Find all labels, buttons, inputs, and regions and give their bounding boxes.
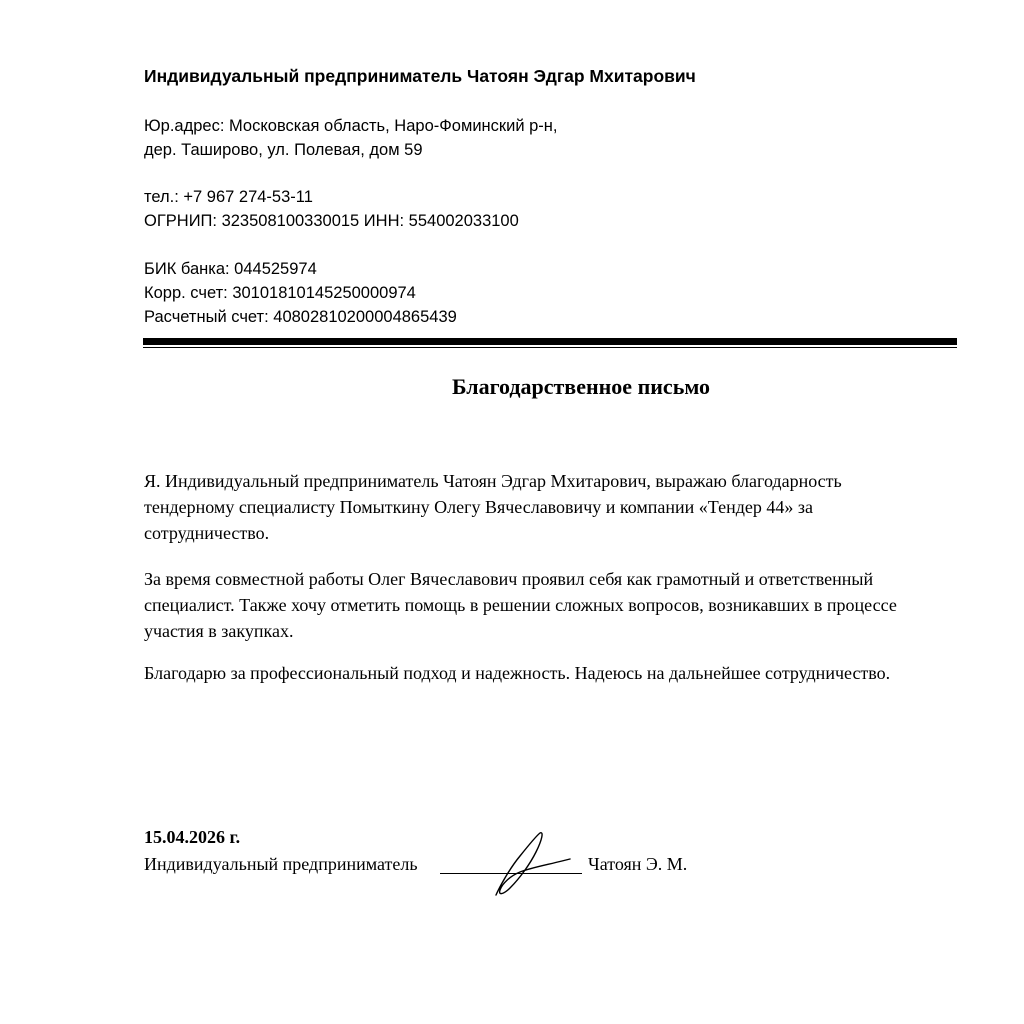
signatory-name: Чатоян Э. М. [588,854,688,874]
paragraph-2-line: участия в закупках. [144,621,294,641]
settlement-account-line: Расчетный счет: 40802810200004865439 [144,308,457,326]
letterhead-title: Индивидуальный предприниматель Чатоян Эдгар Мхитарович [144,66,696,86]
paragraph-1-line: Я. Индивидуальный предприниматель Чатоян Эдгар Мхитарович, выражаю благодарность [144,471,842,491]
paragraph-1 [144,468,944,546]
paragraph-2-line: специалист. Также хочу отметить помощь в решении сложных вопросов, возникавших в процессе [144,595,897,615]
phone-line: тел.: +7 967 274-53-11 [144,188,313,206]
header-divider-thick [143,338,957,345]
letterhead-address [144,114,558,162]
address-line-1: Юр.адрес: Московская область, Наро-Фоминский р-н, [144,117,558,135]
header-divider-thin [143,347,957,348]
paragraph-3 [144,660,944,686]
signatory-role: Индивидуальный предприниматель [144,854,418,874]
paragraph-1-line: сотрудничество. [144,523,270,543]
handwritten-signature [490,828,574,898]
document-title: Благодарственное письмо [451,374,711,399]
address-line-2: дер. Таширово, ул. Полевая, дом 59 [144,141,423,159]
paragraph-3-line: Благодарю за профессиональный подход и надежность. Надеюсь на дальнейшее сотрудничество. [144,663,891,683]
letterhead-contacts [144,185,519,233]
letter-date: 15.04.2026 г. [144,827,241,847]
letterhead-bank-details [144,257,457,329]
ogrnip-inn-line: ОГРНИП: 323508100330015 ИНН: 554002033100 [144,212,519,230]
paragraph-2-line: За время совместной работы Олег Вячеславович проявил себя как грамотный и ответственный [144,569,874,589]
paragraph-2 [144,566,944,644]
paragraph-1-line: тендерному специалисту Помыткину Олегу Вячеславовичу и компании «Тендер 44» за [144,497,813,517]
bik-line: БИК банка: 044525974 [144,260,317,278]
corr-account-line: Корр. счет: 30101810145250000974 [144,284,416,302]
